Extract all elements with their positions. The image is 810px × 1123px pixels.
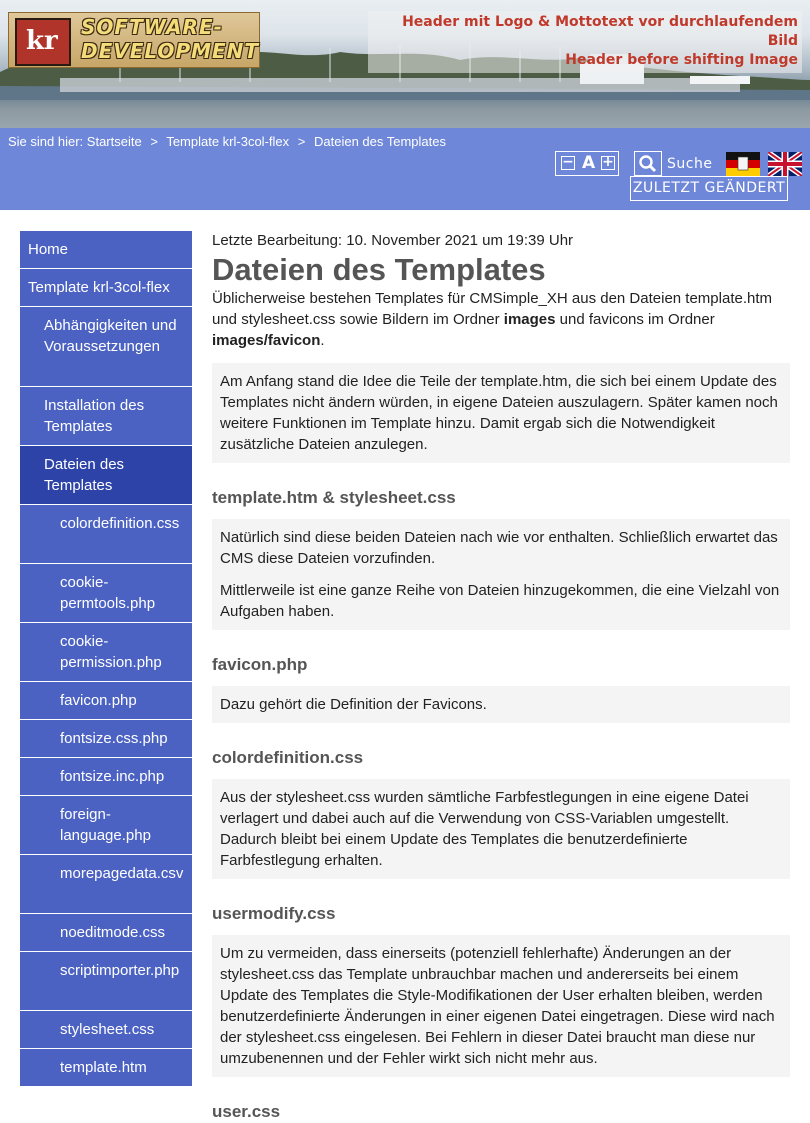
sidebar-item-fontsize-inc[interactable]: fontsize.inc.php [20,758,192,796]
sidebar-item-cookie-permission[interactable]: cookie-permission.php [20,623,192,682]
fontsize-increase-button[interactable]: + [602,154,614,170]
breadcrumb-separator: > [297,134,306,149]
page-title: Dateien des Templates [212,252,546,287]
sidebar-item-template-htm[interactable]: template.htm [20,1049,192,1087]
site-header [0,0,810,128]
section-colordefinition [212,747,790,879]
section-usermodify [212,903,790,1077]
sidebar-item-cookie-permtools[interactable]: cookie-permtools.php [20,564,192,623]
sidebar-item-stylesheet[interactable]: stylesheet.css [20,1011,192,1049]
sidebar-item-template[interactable]: Template krl-3col-flex [20,269,192,307]
section-heading: usermodify.css [212,904,336,923]
breadcrumb-separator: > [150,134,158,149]
sidebar-item-favicon[interactable]: favicon.php [20,682,192,720]
section-heading: colordefinition.css [212,748,364,767]
sidebar-item-fontsize-css[interactable]: fontsize.css.php [20,720,192,758]
sidebar-item-colordefinition[interactable]: colordefinition.css [20,505,192,564]
search-button[interactable] [634,151,662,176]
section-template-stylesheet [212,487,790,630]
section-heading: favicon.php [212,655,308,674]
breadcrumb-prefix: Sie sind hier: [8,134,84,149]
uk-flag-icon[interactable] [768,152,802,176]
section-favicon [212,654,790,723]
sidebar-item-morepagedata[interactable]: morepagedata.csv [20,855,192,914]
sidebar-menu [20,231,192,1087]
sidebar-item-dependencies[interactable]: Abhängigkeiten und Voraussetzungen [20,307,192,387]
german-flag-icon[interactable] [726,152,760,176]
fontsize-control [555,151,619,176]
section-box: Natürlich sind diese beiden Dateien nach wie vor enthalten. Schließlich erwartet das CMS diese Dateien vorzufinden. Mittlerweile ist eine ganze Reihe von Dateien hinzugekommen, die eine Vielzahl von Aufgaben haben. [212,519,790,630]
site-logo[interactable] [8,12,260,68]
search-label[interactable]: Suche [667,156,713,172]
motto-line-1: Header mit Logo & Mottotext vor durchlaufendem Bild [402,14,798,49]
section-box: Dazu gehört die Definition der Favicons. [212,686,790,723]
section-box: Um zu vermeiden, dass einerseits (potenziell fehlerhafte) Änderungen an der stylesheet.css das Template unbrauchbar machen und andererseits bei einem Update des Templates die Style-Modifikationen der User erhalten bleiben, werden benutzerdefinierte Änderungen in einer eigenen Datei eingetragen. Diese wird nach der stylesheet.css eingelesen. Bei Fehlern in dieser Datei braucht man diese nur umzubenennen und der Fehler wirkt sich nicht mehr aus. [212,935,790,1077]
fontsize-decrease-button[interactable]: − [562,154,574,170]
nav-bar [0,128,810,210]
section-heading: user.css [212,1102,281,1121]
intro-box: Am Anfang stand die Idee die Teile der template.htm, die sich bei einem Update des Templates nicht ändern würden, in eigene Dateien auszulagern. Später kamen noch weitere Funktionen im Template hinzu. Damit ergab sich die Notwendigkeit zusätzliche Dateien anzulegen. [212,363,790,463]
intro-paragraph: Üblicherweise bestehen Templates für CMSimple_XH aus den Dateien template.htm und stylesheet.css sowie Bildern im Ordner images und favicons im Ordner images/favicon. [212,290,773,349]
sidebar-item-scriptimporter[interactable]: scriptimporter.php [20,952,192,1011]
motto-line-2: Header before shifting Image [565,52,798,68]
sidebar-item-noeditmode[interactable]: noeditmode.css [20,914,192,952]
logo-text: SOFTWARE- DEVELOPMENT [81,15,260,63]
sidebar-item-home[interactable]: Home [20,231,192,269]
sidebar-item-files[interactable]: Dateien des Templates [20,446,192,505]
section-user-css [212,1101,790,1123]
section-box: Aus der stylesheet.css wurden sämtliche Farbfestlegungen in eine eigene Datei verlagert und dabei auch auf die Verwendung von CSS-Variablen umgestellt. Dadurch bleibt bei einem Update des Templates die benutzerdefinierte Farbfestlegung erhalten. [212,779,790,879]
header-motto [368,11,802,73]
main-content [212,231,790,1123]
sidebar-item-foreign-language[interactable]: foreign-language.php [20,796,192,855]
breadcrumb-current: Dateien des Templates [313,134,446,149]
section-heading: template.htm & stylesheet.css [212,488,456,507]
breadcrumb [8,134,446,149]
last-edit-info: Letzte Bearbeitung: 10. November 2021 um 19:39 Uhr [212,232,574,249]
breadcrumb-link-home[interactable]: Startseite [86,134,142,149]
search-icon [635,152,661,175]
recently-changed-button[interactable]: ZULETZT GEÄNDERT [630,176,788,201]
fontsize-reset-button[interactable]: A [582,153,596,173]
breadcrumb-link-template[interactable]: Template krl-3col-flex [166,134,290,149]
logo-mark-icon: kr [15,18,71,66]
sidebar-item-installation[interactable]: Installation des Templates [20,387,192,446]
